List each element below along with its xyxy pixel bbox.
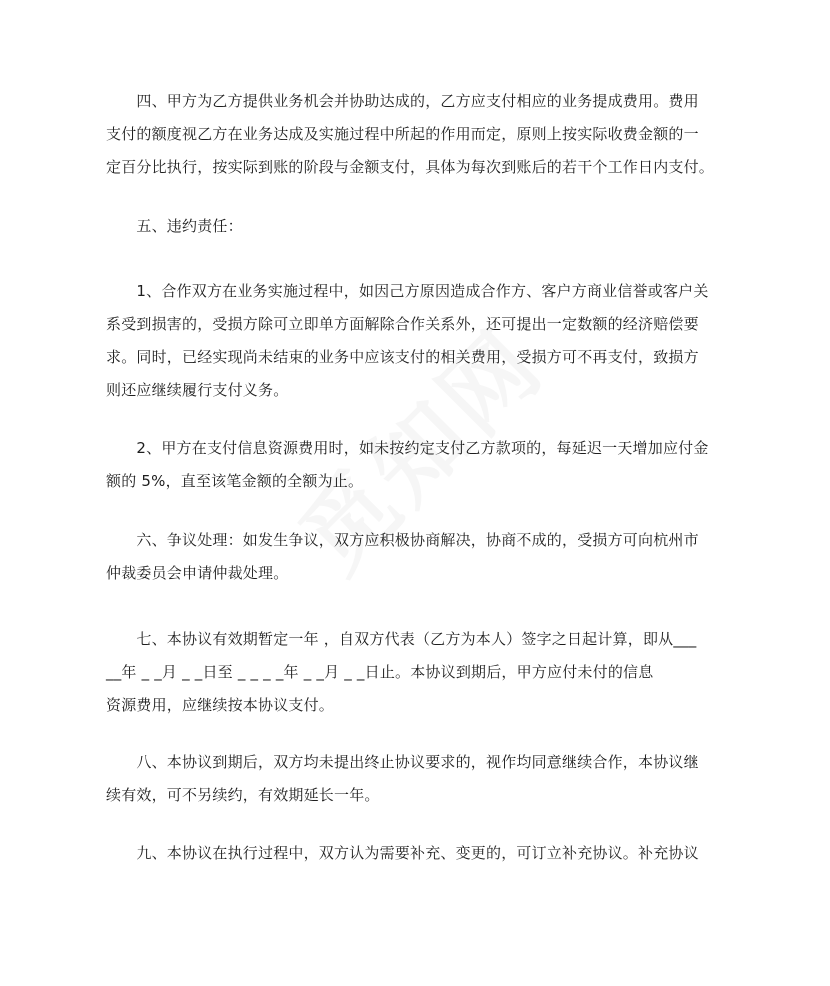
clause-6-line-2: 仲裁委员会申请仲裁处理。 xyxy=(106,564,289,582)
clause-7-line-1: 七、本协议有效期暂定一年 ，自双方代表（乙方为本人）签字之日起计算，即从___ xyxy=(106,630,697,648)
clause-5-heading: 五、违约责任： xyxy=(106,217,243,235)
clause-4-line-1: 四、甲方为乙方提供业务机会并协助达成的，乙方应支付相应的业务提成费用。费用 xyxy=(106,92,699,110)
clause-7-line-3: 资源费用，应继续按本协议支付。 xyxy=(106,696,335,714)
clause-5-1-line-1: 1、合作双方在业务实施过程中，如因己方原因造成合作方、客户方商业信誉或客户关 xyxy=(106,282,709,300)
clause-8-line-2: 续有效，可不另续约，有效期延长一年。 xyxy=(106,786,380,804)
clause-7-line-2: __年 _ _月 _ _日至 _ _ _ _年 _ _月 _ _日止。本协议到期后，甲方应付未付的信息 xyxy=(106,663,654,681)
clause-5-1-line-3: 求。同时，已经实现尚未结束的业务中应该支付的相关费用，受损方可不再支付，致损方 xyxy=(106,348,699,366)
clause-5-2-line-2: 额的 5%，直至该笔金额的全额为止。 xyxy=(106,472,364,490)
clause-6-line-1: 六、争议处理：如发生争议，双方应积极协商解决，协商不成的，受损方可向杭州市 xyxy=(106,531,699,549)
clause-8-line-1: 八、本协议到期后，双方均未提出终止协议要求的，视作均同意继续合作，本协议继 xyxy=(106,753,699,771)
clause-5-1-line-4: 则还应继续履行支付义务。 xyxy=(106,381,289,399)
clause-9-line-1: 九、本协议在执行过程中，双方认为需要补充、变更的，可订立补充协议。补充协议 xyxy=(106,844,699,862)
clause-4-line-3: 定百分比执行，按实际到账的阶段与金额支付，具体为每次到账后的若干个工作日内支付。 xyxy=(106,158,715,176)
clause-4-line-2: 支付的额度视乙方在业务达成及实施过程中所起的作用而定，原则上按实际收费金额的一 xyxy=(106,125,699,143)
clause-5-2-line-1: 2、甲方在支付信息资源费用时，如未按约定支付乙方款项的，每延迟一天增加应付金 xyxy=(106,439,709,457)
clause-5-1-line-2: 系受到损害的，受损方除可立即单方面解除合作关系外，还可提出一定数额的经济赔偿要 xyxy=(106,315,699,333)
